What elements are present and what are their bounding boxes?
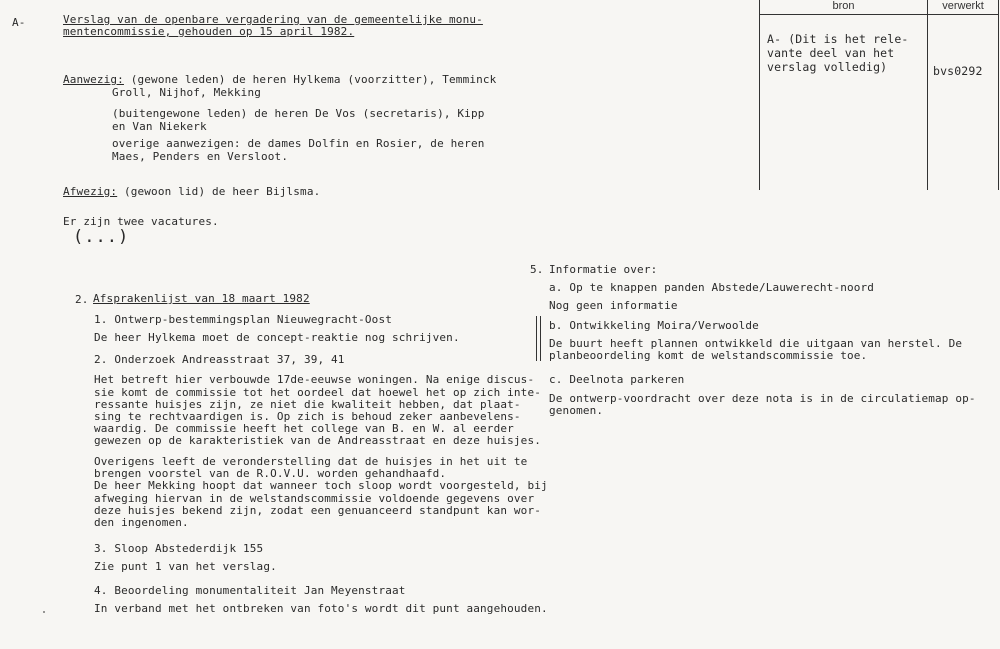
item-4-text: In verband met het ontbreken van foto's wordt dit punt aangehouden. bbox=[94, 602, 548, 615]
aanwezig-line-2: Groll, Nijhof, Mekking bbox=[112, 86, 261, 99]
document-marker: A- bbox=[12, 16, 26, 29]
table-header-bron: bron bbox=[832, 0, 855, 12]
document-title-line-2-text: mentencommissie, gehouden op 15 april 1982. bbox=[63, 25, 355, 38]
section-5-number: 5. bbox=[530, 263, 544, 276]
afwezig-text: (gewoon lid) de heer Bijlsma. bbox=[117, 185, 321, 198]
margin-bar-right bbox=[540, 316, 541, 361]
aanwezig-line-6: Maes, Penders en Versloot. bbox=[112, 150, 289, 163]
item-2-p1-line-3: ressante huisjes zijn, ze niet die kwaliteit hebben, dat plaat- bbox=[94, 398, 521, 411]
item-3-title: 3. Sloop Abstederdijk 155 bbox=[94, 542, 264, 555]
section-5-c-text-line-2: genomen. bbox=[549, 404, 604, 417]
aanwezig-line-1 bbox=[63, 74, 496, 86]
section-5-b-text-line-2: planbeoordeling komt de welstandscommissie toe. bbox=[549, 349, 868, 362]
aanwezig-line-4: en Van Niekerk bbox=[112, 120, 207, 133]
document-title-line-1: Verslag van de openbare vergadering van de gemeentelijke monu- bbox=[63, 13, 483, 26]
section-2-heading: Afsprakenlijst van 18 maart 1982 bbox=[93, 292, 310, 305]
item-3-text: Zie punt 1 van het verslag. bbox=[94, 560, 277, 573]
item-2-title: 2. Onderzoek Andreasstraat 37, 39, 41 bbox=[94, 353, 345, 366]
aanwezig-text-1: (gewone leden) de heren Hylkema (voorzitter), Temminck bbox=[123, 73, 497, 86]
omission-ellipsis: (...) bbox=[73, 227, 130, 247]
section-5-b-title: b. Ontwikkeling Moira/Verwoolde bbox=[549, 319, 759, 332]
section-5-c-title: c. Deelnota parkeren bbox=[549, 373, 685, 386]
section-5-a-title: a. Op te knappen panden Abstede/Lauwerecht-noord bbox=[549, 281, 875, 294]
item-2-p1-line-2: sie komt de commissie tot het oordeel dat hoewel het op zich inte- bbox=[94, 386, 541, 399]
vacatures-line: Er zijn twee vacatures. bbox=[63, 215, 219, 228]
item-2-p2-line-1: Overigens leeft de veronderstelling dat de huisjes in het uit te bbox=[94, 455, 528, 468]
bron-line-2: vante deel van het bbox=[767, 46, 895, 60]
item-2-p1-line-5: waardig. De commissie heeft het college van B. en W. al eerder bbox=[94, 422, 514, 435]
table-border-left bbox=[759, 0, 760, 190]
afwezig-label: Afwezig: bbox=[63, 185, 118, 198]
item-1-text: De heer Hylkema moet de concept-reaktie nog schrijven. bbox=[94, 331, 460, 344]
section-5-b-text-line-1: De buurt heeft plannen ontwikkeld die uitgaan van herstel. De bbox=[549, 337, 963, 350]
item-2-p1-line-4: sing te rechtvaardigen is. Op zich is behoud zeker aanbevelens- bbox=[94, 410, 521, 423]
aanwezig-line-5: overige aanwezigen: de dames Dolfin en Rosier, de heren bbox=[112, 137, 485, 150]
item-2-p2-line-3: De heer Mekking hoopt dat wanneer toch sloop wordt voorgesteld, bij bbox=[94, 479, 548, 492]
bron-line-1: A- (Dit is het rele- bbox=[767, 32, 909, 46]
item-2-p2-line-6: den ingenomen. bbox=[94, 516, 189, 529]
section-2-number: 2. bbox=[75, 293, 89, 306]
document-title-line-2 bbox=[63, 26, 354, 38]
item-2-p1-line-1: Het betreft hier verbouwde 17de-eeuwse woningen. Na enige discus- bbox=[94, 373, 535, 386]
table-column-divider bbox=[927, 0, 928, 190]
table-header-verwerkt: verwerkt bbox=[942, 0, 984, 12]
section-5-c-text-line-1: De ontwerp-voordracht over deze nota is in de circulatiemap op- bbox=[549, 392, 976, 405]
table-border-right bbox=[998, 0, 999, 190]
afwezig-line bbox=[63, 186, 320, 198]
item-1-title: 1. Ontwerp-bestemmingsplan Nieuwegracht-Oost bbox=[94, 313, 392, 326]
item-2-p1-line-6: gewezen op de karakteristiek van de Andreasstraat en deze huisjes. bbox=[94, 434, 541, 447]
item-4-title: 4. Beoordeling monumentaliteit Jan Meyenstraat bbox=[94, 584, 406, 597]
verwerkt-code: bvs0292 bbox=[933, 64, 983, 78]
item-2-p2-line-4: afweging hiervan in de welstandscommissie voldoende gegevens over bbox=[94, 492, 535, 505]
bron-line-3: verslag volledig) bbox=[767, 60, 888, 74]
scan-speck bbox=[43, 611, 45, 613]
item-2-p2-line-5: deze huisjes bekend zijn, zodat een genuanceerd standpunt kan wor- bbox=[94, 504, 541, 517]
aanwezig-label: Aanwezig: bbox=[63, 73, 124, 86]
item-2-p2-line-2: brengen voorstel van de R.O.V.U. worden gehandhaafd. bbox=[94, 467, 447, 480]
aanwezig-line-3: (buitengewone leden) de heren De Vos (secretaris), Kipp bbox=[112, 107, 485, 120]
margin-bar-left bbox=[536, 316, 537, 361]
section-5-heading: Informatie over: bbox=[549, 263, 658, 276]
table-header-rule bbox=[759, 14, 999, 15]
section-5-a-text: Nog geen informatie bbox=[549, 299, 678, 312]
